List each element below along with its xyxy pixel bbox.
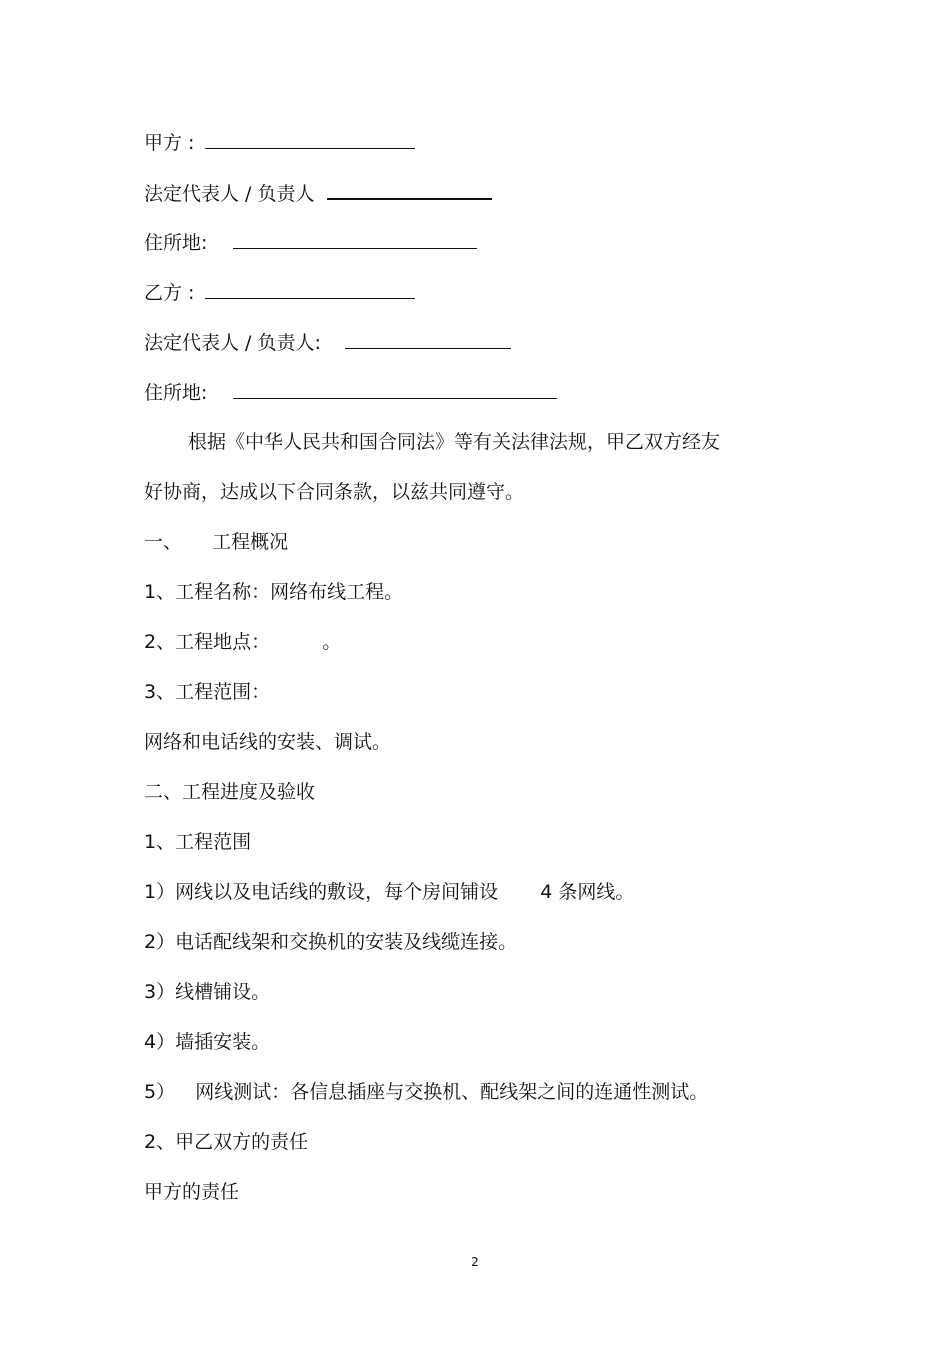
list-item-3: 3）线槽铺设。 <box>144 981 271 1003</box>
project-scope-detail: 网络和电话线的安装、调试。 <box>144 731 392 753</box>
list-item-4: 4）墙插安装。 <box>144 1031 271 1053</box>
party-b-blank <box>205 280 415 299</box>
party-a-rep-line <box>144 180 492 206</box>
project-location-end: 。 <box>322 631 342 653</box>
party-b-address-line <box>144 380 557 405</box>
party-b-label: 乙方 : <box>144 282 195 304</box>
party-b-address-label: 住所地: <box>144 382 208 404</box>
party-b-address-blank <box>233 380 557 399</box>
party-a-address-label: 住所地: <box>144 232 208 254</box>
project-name: 1、工程名称：网络布线工程。 <box>144 581 404 603</box>
section-2-heading: 二、工程进度及验收 <box>144 781 316 803</box>
list-item-1-text: 1）网线以及电话线的敷设，每个房间铺设 <box>144 881 499 903</box>
list-item-2: 2）电话配线架和交换机的安装及线缆连接。 <box>144 931 518 953</box>
list-item-5 <box>144 1080 708 1104</box>
section-1-number: 一、 <box>144 531 183 553</box>
preamble-line-2: 好协商，达成以下合同条款，以兹共同遵守。 <box>144 481 525 503</box>
party-a-address-blank <box>233 230 477 249</box>
section-1-heading <box>144 530 288 554</box>
section-2-sub-2: 2、甲乙双方的责任 <box>144 1131 309 1153</box>
party-b-rep-line <box>144 330 511 355</box>
section-1-title: 工程概况 <box>212 531 289 553</box>
party-a-rep-label: 法定代表人 / 负责人 <box>144 183 315 205</box>
party-b-rep-blank <box>345 330 511 349</box>
list-item-5-number: 5） <box>144 1081 176 1103</box>
list-item-1 <box>144 880 634 904</box>
party-a-line <box>144 130 415 155</box>
project-location-label: 2、工程地点： <box>144 631 271 653</box>
party-a-rep-blank <box>327 180 492 200</box>
list-item-1-count: 4 条网线。 <box>540 881 635 903</box>
section-2-sub-1: 1、工程范围 <box>144 831 252 853</box>
preamble-line-1: 根据《中华人民共和国合同法》等有关法律法规，甲乙双方经友 <box>188 431 721 453</box>
party-b-line <box>144 280 415 305</box>
list-item-5-text: 网线测试：各信息插座与交换机、配线架之间的连通性测试。 <box>195 1081 709 1103</box>
project-location <box>144 630 341 654</box>
party-a-address-line <box>144 230 477 255</box>
party-a-label: 甲方 : <box>144 132 195 154</box>
party-b-rep-label: 法定代表人 / 负责人: <box>144 332 321 354</box>
party-a-blank <box>205 130 415 149</box>
page-number: 2 <box>471 1255 479 1269</box>
project-scope-label: 3、工程范围： <box>144 681 271 703</box>
party-a-duty-heading: 甲方的责任 <box>144 1181 240 1203</box>
